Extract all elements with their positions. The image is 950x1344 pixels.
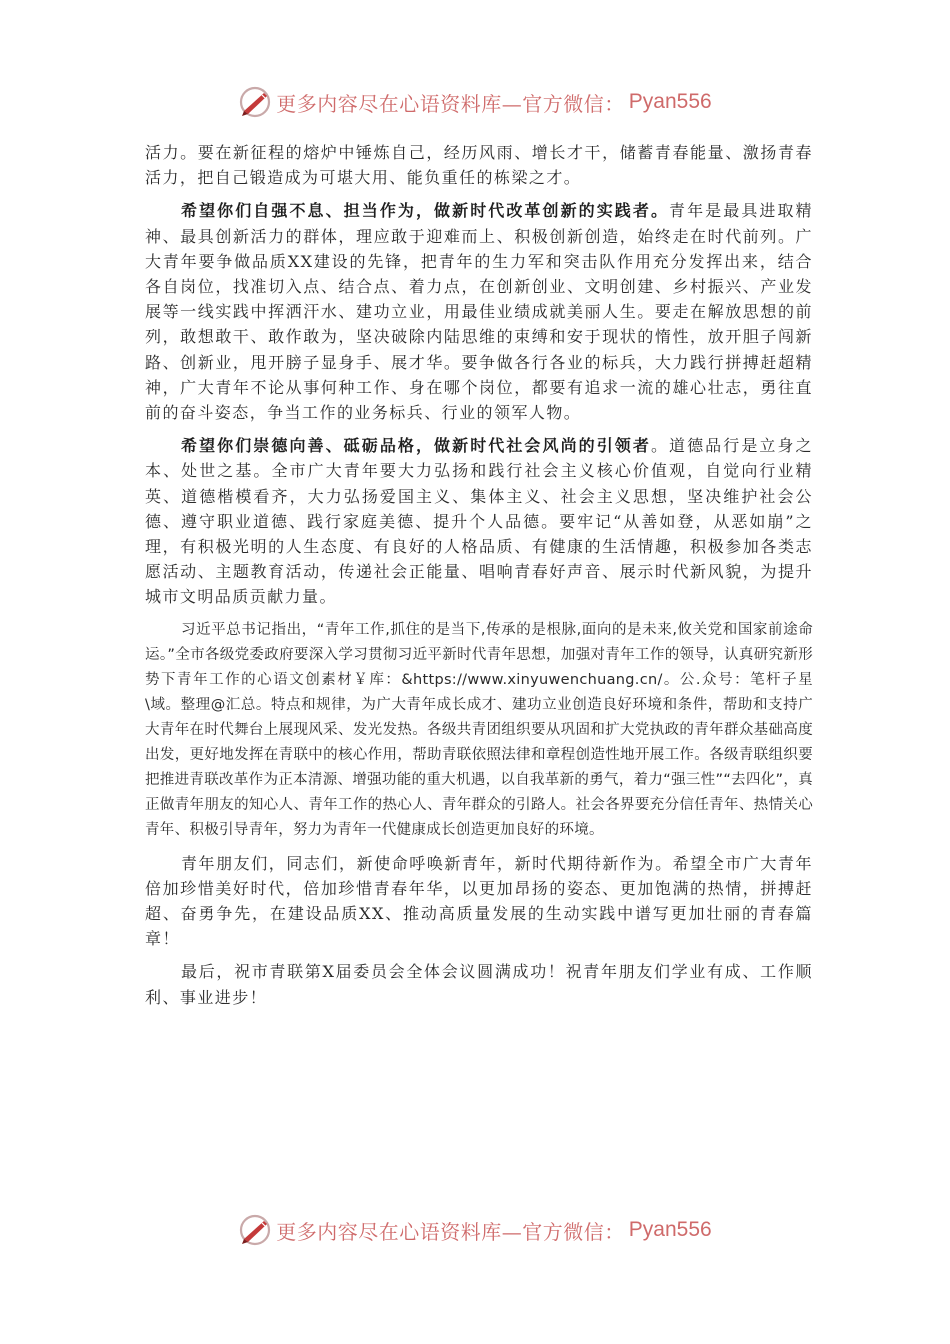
paragraph-4-body: 习近平总书记指出，“青年工作,抓住的是当下,传承的是根脉,面向的是未来,攸关党和国家前途命运。”全市各级党委政府要深入学习贯彻习近平新时代青年思想，加强对青年工作的领导，认真研究新形势下青年工作的心语文创素材￥库：&https://www.xinyuwenchuang.cn/。公.众号：笔杆子星\域。整理@汇总。特点和规律，为广大青年成长成才、建功立业创造良好环境和条件，帮助和支持广大青年在时代舞台上展现风采、发光发热。各级共青团组织要从巩固和扩大党执政的青年群众基础高度出发，更好地发挥在青联中的核心作用，帮助青联依照法律和章程创造性地开展工作。各级青联组织要把推进青联改革作为正本清源、增强功能的重大机遇，以自我革新的勇气，着力“强三性”“去四化”，真正做青年朋友的知心人、青年工作的热心人、青年群众的引路人。社会各界要充分信任青年、热情关心青年、积极引导青年，努力为青年一代健康成长创造更加良好的环境。	[145, 621, 813, 838]
paragraph-1	[145, 140, 813, 190]
paragraph-2-heading: 希望你们自强不息、担当作为，做新时代改革创新的实践者。	[181, 201, 670, 221]
pen-circle-logo-icon	[238, 1213, 272, 1247]
banner-wechat-id: Pyan556	[628, 1218, 712, 1241]
paragraph-3	[145, 433, 813, 609]
banner-wechat-id: Pyan556	[628, 90, 712, 113]
paragraph-2	[145, 198, 813, 425]
header-banner	[0, 82, 950, 122]
paragraph-3-heading: 希望你们崇德向善、砥砺品格，做新时代社会风尚的引领者	[181, 436, 651, 456]
document-body	[145, 140, 813, 1018]
paragraph-5-body: 青年朋友们，同志们，新使命呼唤新青年，新时代期待新作为。希望全市广大青年倍加珍惜美好时代，倍加珍惜青春年华，以更加昂扬的姿态、更加饱满的热情，拼搏赶超、奋勇争先，在建设品质XX、推动高质量发展的生动实践中谱写更加壮丽的青春篇章！	[145, 853, 813, 949]
pen-circle-logo-icon	[238, 85, 272, 119]
banner-text: 更多内容尽在心语资料库—官方微信：	[276, 91, 625, 116]
paragraph-2-body: 青年是最具进取精神、最具创新活力的群体，理应敢于迎难而上、积极创新创造，始终走在时代前列。广大青年要争做品质XX建设的先锋，把青年的生力军和突击队作用充分发挥出来，结合各自岗位，找准切入点、结合点、着力点，在创新创业、文明创建、乡村振兴、产业发展等一线实践中挥洒汗水、建功立业，用最佳业绩成就美丽人生。要走在解放思想的前列，敢想敢干、敢作敢为，坚决破除内陆思维的束缚和安于现状的惰性，放开胆子闯新路、创新业，甩开膀子显身手、展才华。要争做各行各业的标兵，大力践行拼搏赶超精神，广大青年不论从事何种工作、身在哪个岗位，都要有追求一流的雄心壮志，勇往直前的奋斗姿态，争当工作的业务标兵、行业的领军人物。	[145, 201, 813, 423]
paragraph-6	[145, 959, 813, 1009]
paragraph-1-body: 活力。要在新征程的熔炉中锤炼自己，经历风雨、增长才干，储蓄青春能量、激扬青春活力，把自己锻造成为可堪大用、能负重任的栋梁之才。	[145, 143, 813, 188]
footer-banner	[0, 1210, 950, 1250]
paragraph-5	[145, 851, 813, 952]
paragraph-6-body: 最后，祝市青联第X届委员会全体会议圆满成功！祝青年朋友们学业有成、工作顺利、事业进步！	[145, 962, 813, 1007]
paragraph-3-body: 。道德品行是立身之本、处世之基。全市广大青年要大力弘扬和践行社会主义核心价值观，自觉向行业精英、道德楷模看齐，大力弘扬爱国主义、集体主义、社会主义思想，坚决维护社会公德、遵守职业道德、践行家庭美德、提升个人品德。要牢记“从善如登，从恶如崩”之理，有积极光明的人生态度、有良好的人格品质、有健康的生活情趣，积极参加各类志愿活动、主题教育活动，传递社会正能量、唱响青春好声音、展示时代新风貌，为提升城市文明品质贡献力量。	[145, 436, 814, 607]
paragraph-4	[145, 618, 813, 843]
banner-text: 更多内容尽在心语资料库—官方微信：	[276, 1219, 625, 1244]
